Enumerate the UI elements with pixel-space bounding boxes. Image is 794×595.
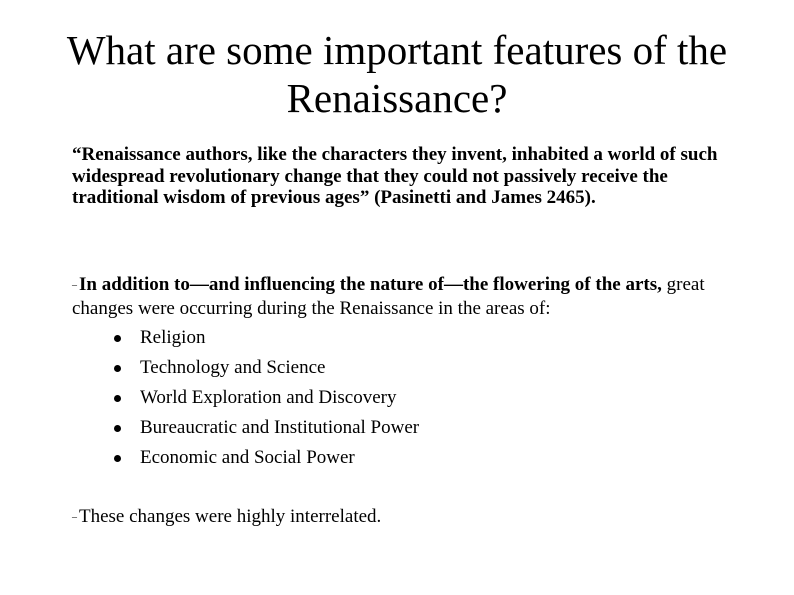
list-item-label: Bureaucratic and Institutional Power xyxy=(140,417,420,438)
dash-marker: – xyxy=(72,511,77,523)
bullet-icon xyxy=(114,365,121,372)
bullet-icon xyxy=(114,425,121,432)
list-item xyxy=(114,356,419,386)
intro-bold-text: In addition to—and influencing the nature of—the flowering of the arts, xyxy=(79,274,662,295)
intro-normal-text: great changes were occurring during the Renaissance in the areas of: xyxy=(72,274,705,320)
list-item xyxy=(114,416,419,446)
bullet-icon xyxy=(114,455,121,462)
list-item-label: Religion xyxy=(140,327,206,348)
list-item-label: World Exploration and Discovery xyxy=(140,387,397,408)
quote-paragraph: “Renaissance authors, like the characters they invent, inhabited a world of such widespread revolutionary change that they could not passively receive the traditional wisdom of previous ages” (Pasinetti and James 2465). xyxy=(72,144,718,208)
dash-marker: – xyxy=(72,280,77,292)
slide-title: What are some important features of the Renaissance? xyxy=(66,27,728,121)
list-item-label: Economic and Social Power xyxy=(140,447,355,468)
list-item-label: Technology and Science xyxy=(140,357,326,378)
list-item xyxy=(114,326,419,356)
bullet-icon xyxy=(114,395,121,402)
list-item xyxy=(114,386,419,416)
bullet-icon xyxy=(114,335,121,342)
areas-list xyxy=(114,326,419,476)
list-item xyxy=(114,446,419,476)
closing-text: These changes were highly interrelated. xyxy=(79,506,382,527)
intro-paragraph xyxy=(72,273,752,320)
closing-paragraph xyxy=(72,505,381,530)
